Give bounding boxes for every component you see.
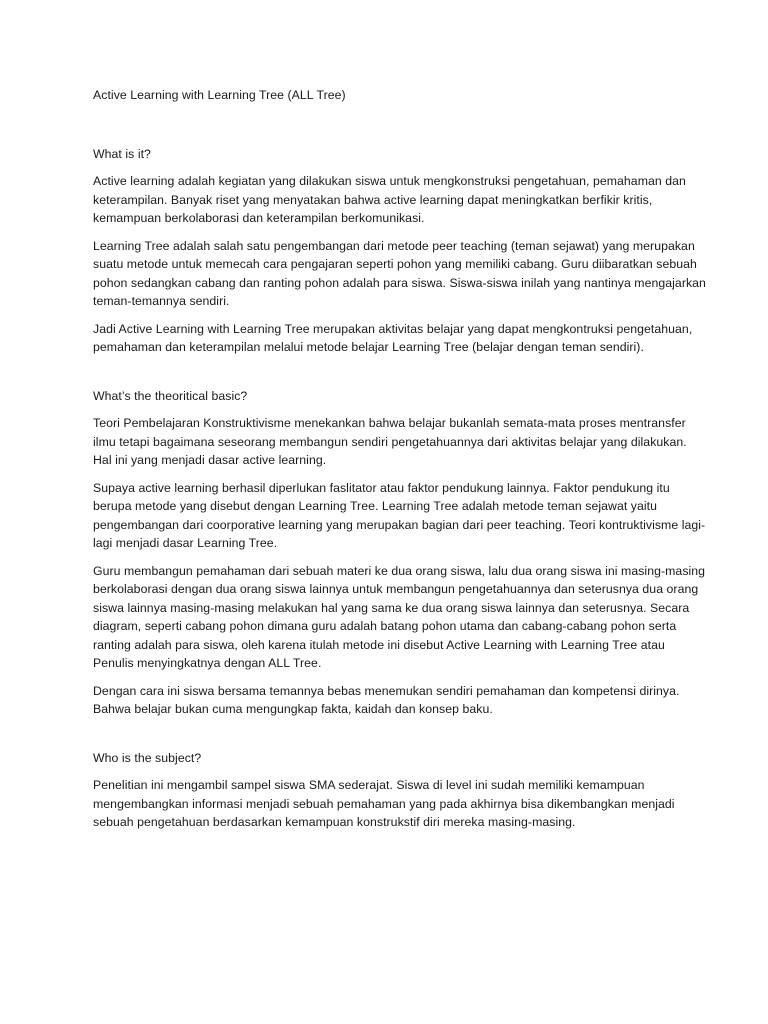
paragraph: Active learning adalah kegiatan yang dilakukan siswa untuk mengkonstruksi pengetahuan, pemahaman dan keterampilan. Banyak riset yang menyatakan bahwa active learning dapat meningkatkan berfikir kritis, kemampuan berkolaborasi dan keterampilan berkomunikasi. [93,174,686,225]
paragraph: Guru membangun pemahaman dari sebuah materi ke dua orang siswa, lalu dua orang siswa ini masing-masing berkolaborasi dengan dua orang siswa lainnya untuk membangun pengetahuannya dan seterusnya dua orang siswa lainnya masing-masing melakukan hal yang sama ke dua orang siswa lainnya dan seterusnya. Secara diagram, seperti cabang pohon dimana guru adalah batang pohon utama dan cabang-cabang pohon serta ranting adalah para siswa, oleh karena itulah metode ini disebut Active Learning with Learning Tree atau Penulis menyingkatnya dengan ALL Tree. [93,563,706,670]
section-heading: Who is the subject? [93,750,202,765]
section-heading: What’s the theoritical basic? [93,388,248,403]
section-what-is-it [93,145,708,357]
section-heading: What is it? [93,146,151,161]
paragraph: Penelitian ini mengambil sampel siswa SMA sederajat. Siswa di level ini sudah memiliki kemampuan mengembangkan informasi menjadi sebuah pemahaman yang pada akhirnya bisa dikembangkan menjadi sebuah pengetahuan berdasarkan kemampuan konstrukstif diri mereka masing-masing. [93,778,675,829]
paragraph: Learning Tree adalah salah satu pengembangan dari metode peer teaching (teman sejawat) yang merupakan suatu metode untuk memecah cara pengajaran seperti pohon yang memiliki cabang. Guru diibaratkan sebuah pohon sedangkan cabang dan ranting pohon adalah para siswa. Siswa-siswa inilah yang nantinya mengajarkan teman-temannya sendiri. [93,238,706,308]
document-title: Active Learning with Learning Tree (ALL Tree) [93,88,346,102]
section-theoretical-basic [93,387,708,719]
paragraph: Supaya active learning berhasil diperlukan faslitator atau faktor pendukung lainnya. Faktor pendukung itu berupa metode yang disebut dengan Learning Tree. Learning Tree adalah metode teman sejawat yaitu pengembangan dari coorporative learning yang merupakan bagian dari peer teaching. Teori kontruktivisme lagi-lagi menjadi dasar Learning Tree. [93,480,706,550]
section-subject [93,749,708,832]
paragraph: Dengan cara ini siswa bersama temannya bebas menemukan sendiri pemahaman dan kompetensi dirinya. Bahwa belajar bukan cuma mengungkap fakta, kaidah dan konsep baku. [93,683,680,716]
paragraph: Jadi Active Learning with Learning Tree merupakan aktivitas belajar yang dapat mengkontruksi pengetahuan, pemahaman dan keterampilan melalui metode belajar Learning Tree (belajar dengan teman sendiri). [93,321,693,354]
paragraph: Teori Pembelajaran Konstruktivisme menekankan bahwa belajar bukanlah semata-mata proses mentransfer ilmu tetapi bagaimana seseorang membangun sendiri pengetahuannya dari aktivitas belajar yang dilakukan. Hal ini yang menjadi dasar active learning. [93,416,687,467]
